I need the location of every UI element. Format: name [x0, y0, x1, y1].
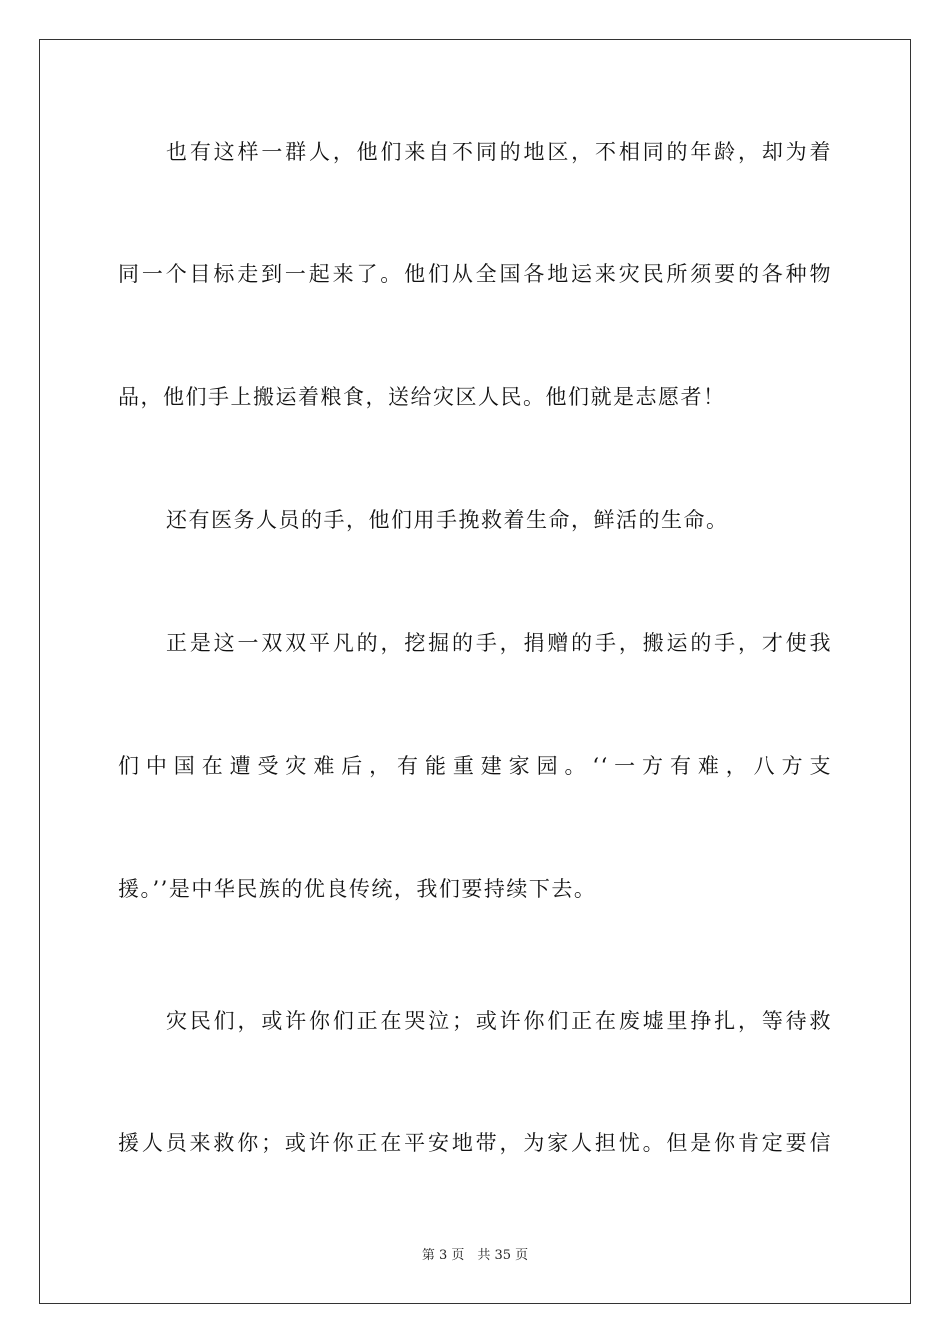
paragraph-line-1: 也有这样一群人，他们来自不同的地区，不相同的年龄，却为着: [166, 140, 832, 164]
page-number-footer: 第 3 页 共 35 页: [421, 1248, 529, 1263]
paragraph-line-2: 同一个目标走到一起来了。他们从全国各地运来灾民所须要的各种物: [118, 262, 832, 286]
paragraph-line-6: 们中国在遭受灾难后，有能重建家园。‘‘一方有难，八方支: [118, 754, 832, 778]
paragraph-line-7: 援。’’是中华民族的优良传统，我们要持续下去。: [118, 877, 597, 901]
paragraph-line-8: 灾民们，或许你们正在哭泣；或许你们正在废墟里挣扎，等待救: [166, 1009, 832, 1033]
page-border: [39, 39, 911, 1304]
paragraph-line-4: 还有医务人员的手，他们用手挽救着生命，鲜活的生命。: [166, 508, 729, 532]
paragraph-line-9: 援人员来救你；或许你正在平安地带，为家人担忧。但是你肯定要信: [118, 1131, 832, 1155]
paragraph-line-5: 正是这一双双平凡的，挖掘的手，捐赠的手，搬运的手，才使我: [166, 631, 832, 655]
paragraph-line-3: 品，他们手上搬运着粮食，送给灾区人民。他们就是志愿者！: [118, 385, 726, 409]
